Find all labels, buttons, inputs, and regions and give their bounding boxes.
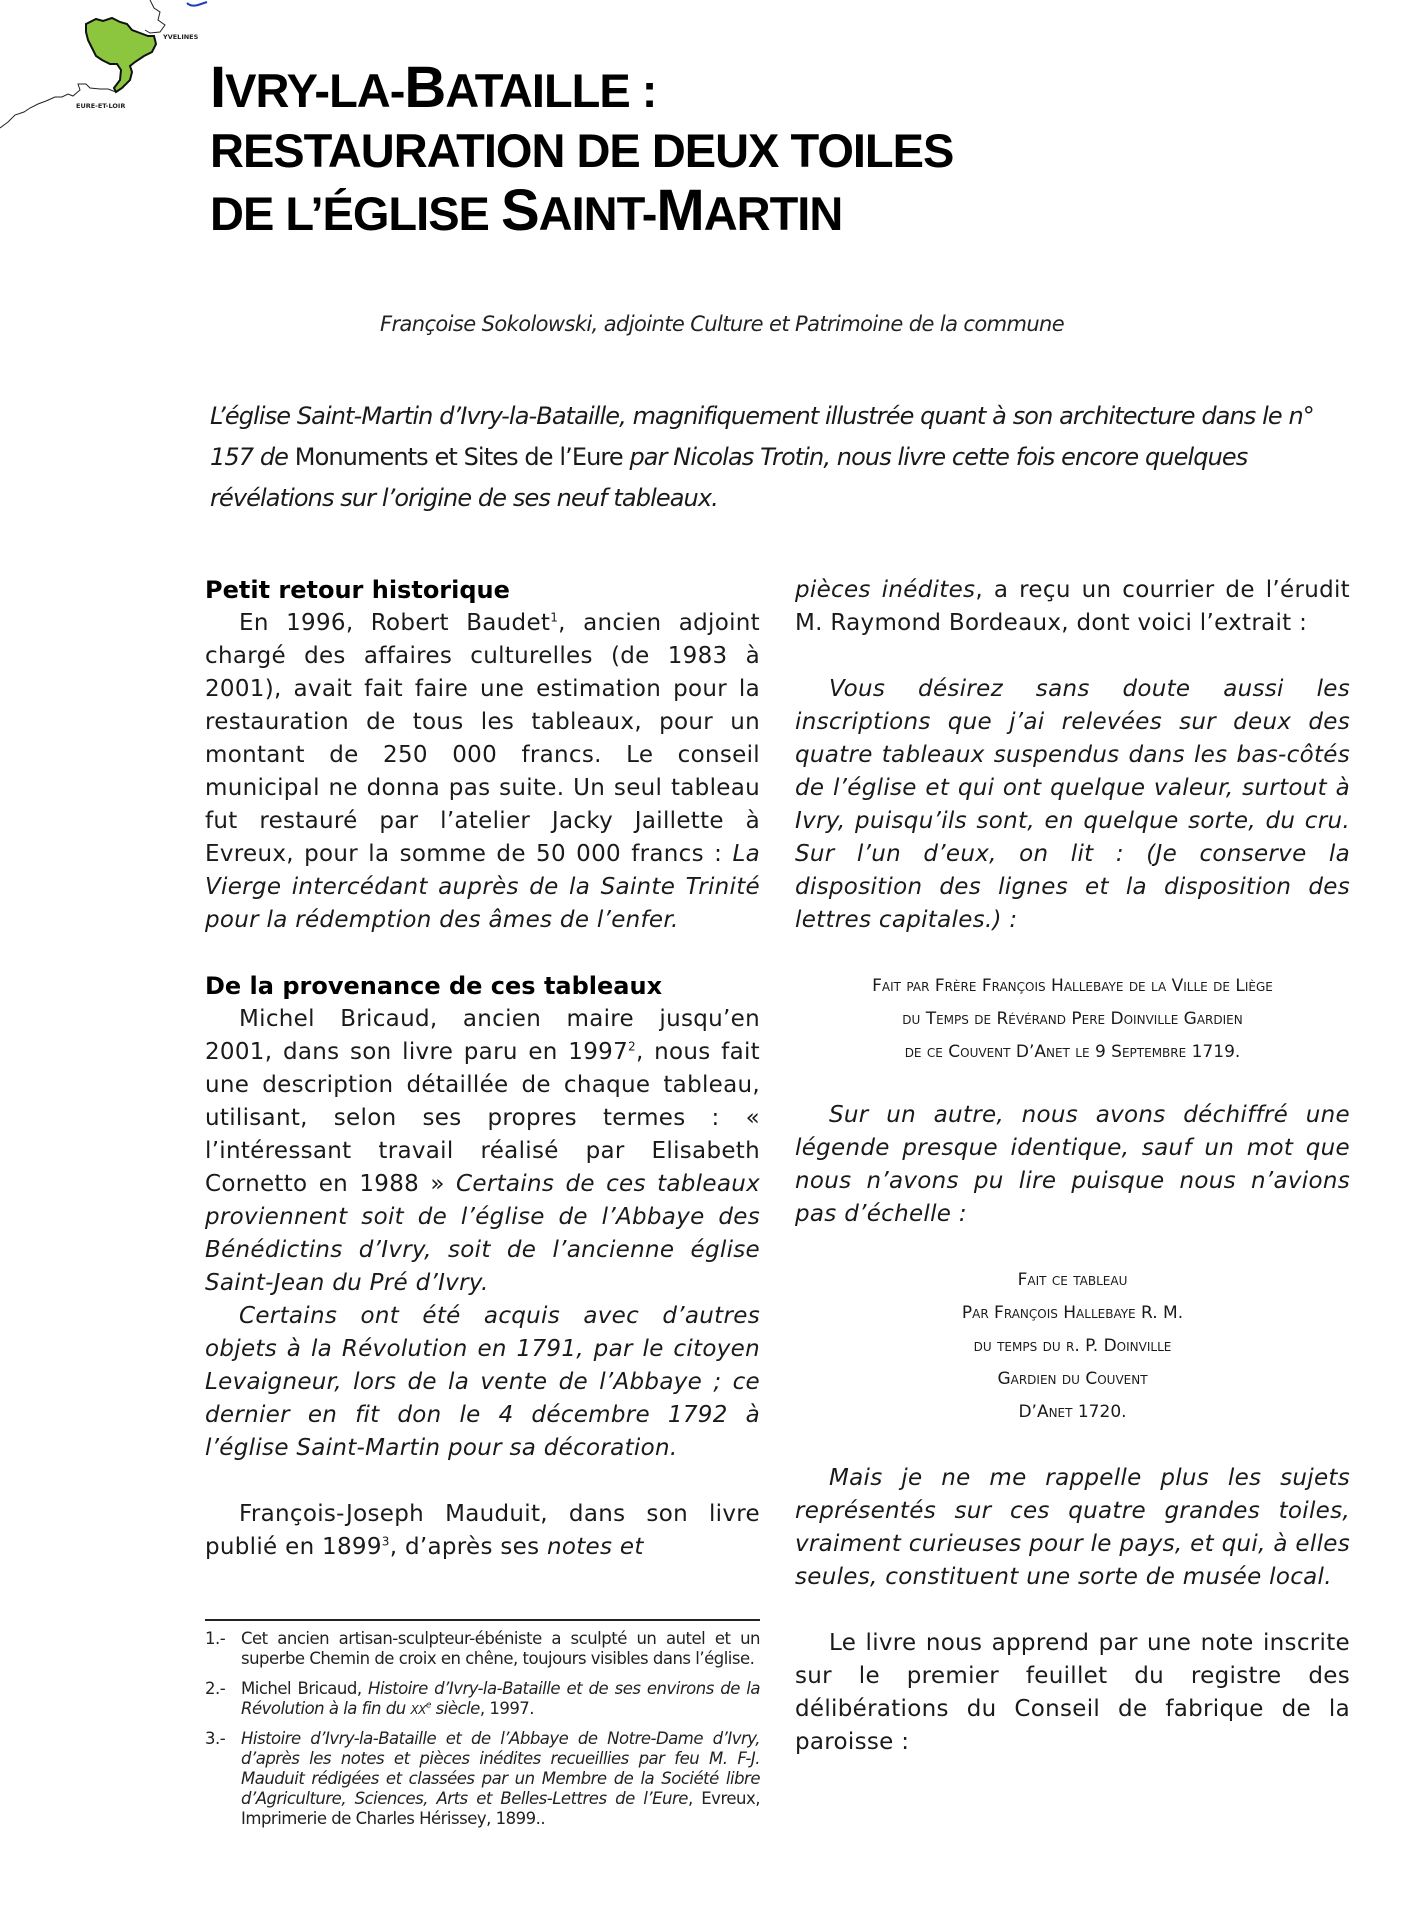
inscription-line: Fait ce tableau bbox=[1017, 1270, 1128, 1290]
journal-title: Monuments et Sites de l’Eure bbox=[294, 443, 623, 471]
spacer bbox=[205, 1465, 760, 1498]
pen-mark bbox=[186, 0, 208, 8]
inscription-line: Fait par Frère François Hallebaye de la Ville de Liège bbox=[872, 976, 1273, 996]
map-label-eure-et-loir: EURE-ET-LOIR bbox=[76, 102, 126, 110]
title-text: AINT- bbox=[538, 187, 657, 240]
title-line-1 bbox=[210, 55, 1310, 121]
text: notes et bbox=[546, 1534, 644, 1560]
title-line-2: RESTAURATION DE DEUX TOILES bbox=[210, 124, 954, 177]
inscription-line: du Temps de Révérand Pere Doinville Gardien bbox=[902, 1009, 1243, 1029]
text: Michel Bricaud, bbox=[241, 1679, 369, 1698]
locator-map bbox=[0, 0, 200, 135]
spacer bbox=[795, 1231, 1350, 1264]
footnote-2 bbox=[205, 1679, 760, 1719]
spacer bbox=[795, 1594, 1350, 1627]
painting-title: La Vierge intercédant auprès de la Sainte Trinité pour la rédemption des âmes de l’enfer. bbox=[205, 841, 760, 933]
title-initial: B bbox=[404, 55, 446, 120]
letter-quote: Sur un autre, nous avons déchiffré une légende presque identique, sauf un mot que nous n’avons pu lire puisque nous n’avions pas d’échelle : bbox=[795, 1102, 1350, 1227]
text: e bbox=[425, 1700, 431, 1711]
author-byline: Françoise Sokolowski, adjointe Culture et Patrimoine de la commune bbox=[380, 312, 1065, 336]
book-title: Histoire d’Ivry-la-Bataille et de l’Abbaye de Notre-Dame d’Ivry, d’après les notes et pièces inédites recueillies par feu M. F-J. Mauduit rédigées et classées par un Membre de la Société libre d’Agriculture, Sciences, Arts et Belles-Lettres de l’Eure bbox=[241, 1729, 760, 1808]
inscription-line: du temps du r. P. Doinville bbox=[973, 1336, 1172, 1356]
inscription-line: Gardien du Couvent bbox=[997, 1369, 1148, 1389]
text: , Evreux, Imprimerie de Charles Hérissey, 1899.. bbox=[241, 1789, 760, 1828]
text: Michel Bricaud, ancien maire jusqu’en 2001, dans son livre paru en 1997 bbox=[205, 1006, 760, 1065]
spacer bbox=[795, 1069, 1350, 1099]
quoted-text: Certains de ces tableaux proviennent soit de l’église de l’Abbaye des Bénédictins d’Ivry, soit de l’ancienne église Saint-Jean du Pré d’Ivry. bbox=[205, 1171, 760, 1296]
left-column bbox=[205, 574, 760, 1564]
footnote-text bbox=[241, 1729, 760, 1829]
text: , d’après ses bbox=[389, 1534, 547, 1560]
section-heading-provenance: De la provenance de ces tableaux bbox=[205, 972, 663, 1000]
letter-quote: Mais je ne me rappelle plus les sujets représentés sur ces quatre grandes toiles, vraiment curieuses pour le pays, et qui, à elles seules, constituent une sorte de musée local. bbox=[795, 1465, 1350, 1590]
intro-paragraph bbox=[210, 396, 1360, 519]
footnotes bbox=[205, 1619, 760, 1839]
spacer bbox=[795, 640, 1350, 673]
title-text: VRY-LA- bbox=[225, 64, 405, 117]
title-line-3 bbox=[210, 178, 1310, 244]
inscription-line: de ce Couvent D’Anet le 9 Septembre 1719. bbox=[904, 1042, 1241, 1062]
map-label-yvelines: YVELINES bbox=[163, 33, 199, 41]
footnote-ref-3[interactable]: 3 bbox=[381, 1534, 390, 1549]
paragraph bbox=[205, 607, 760, 937]
footnote-ref-2[interactable]: 2 bbox=[628, 1039, 636, 1054]
eure-region bbox=[86, 18, 156, 92]
paragraph bbox=[205, 1498, 760, 1564]
text: pièces inédites bbox=[795, 577, 976, 603]
book-title: Histoire d’Ivry-la-Bataille et de ses environs de la Révolution à la fin du bbox=[241, 1679, 761, 1718]
footnote-3 bbox=[205, 1729, 760, 1829]
footnote-number: 3.- bbox=[205, 1729, 226, 1748]
text: xx bbox=[405, 1699, 426, 1718]
spacer bbox=[205, 937, 760, 970]
intro-text: par Nicolas Trotin, nous livre cette fois encore quelques révélations sur l’origine de ses neuf tableaux. bbox=[210, 443, 1248, 512]
paragraph bbox=[205, 1003, 760, 1300]
text: , nous fait une description détaillée de chaque tableau, utilisant, selon ses propres termes : « l’intéressant travail réalisé par Elisabeth Cornetto en 1988 » bbox=[205, 1039, 760, 1197]
text: , 1997. bbox=[479, 1699, 535, 1718]
footnote-number: 2.- bbox=[205, 1679, 226, 1698]
text: , a reçu un courrier de l’érudit M. Raymond Bordeaux, dont voici l’extrait : bbox=[795, 577, 1350, 636]
page-title bbox=[210, 55, 1310, 244]
title-text: DE L’ÉGLISE bbox=[210, 187, 501, 240]
inscription-line: D’Anet 1720. bbox=[1018, 1402, 1127, 1422]
letter-quote: Vous désirez sans doute aussi les inscriptions que j’ai relevées sur deux des quatre tableaux suspendus dans les bas-côtés de l’église et qui ont quelque valeur, surtout à Ivry, puisqu’ils sont, en quelque sorte, du cru. Sur l’un d’eux, on lit : (Je conserve la disposition des lignes et la disposition des lettres capitales.) : bbox=[795, 676, 1350, 933]
footnote-text: Cet ancien artisan-sculpteur-ébéniste a sculpté un autel et un superbe Chemin de croix en chêne, toujours visibles dans l’église. bbox=[241, 1629, 760, 1668]
right-column bbox=[795, 574, 1350, 1759]
intro-text: L’église Saint-Martin d’Ivry-la-Bataille, magnifiquement illustrée quant à son architecture dans le n° 157 de bbox=[210, 402, 1314, 471]
spacer bbox=[795, 937, 1350, 970]
title-initial: S bbox=[500, 178, 539, 243]
footnote-text bbox=[241, 1679, 760, 1719]
paragraph: Le livre nous apprend par une note inscrite sur le premier feuillet du registre des délibérations du Conseil de fabrique de la paroisse : bbox=[795, 1630, 1350, 1755]
text: En 1996, Robert Baudet bbox=[239, 610, 551, 636]
footnote-ref-1[interactable]: 1 bbox=[550, 610, 559, 625]
title-initial: M bbox=[656, 178, 704, 243]
inscription-line: Par François Hallebaye R. M. bbox=[961, 1303, 1184, 1323]
inscription-1 bbox=[795, 970, 1350, 1069]
section-heading-historique: Petit retour historique bbox=[205, 576, 510, 604]
text: François-Joseph Mauduit, dans son livre publié en 1899 bbox=[205, 1501, 760, 1560]
inscription-2 bbox=[795, 1264, 1350, 1429]
spacer bbox=[795, 1429, 1350, 1462]
footnote-1 bbox=[205, 1629, 760, 1669]
paragraph: Certains ont été acquis avec d’autres objets à la Révolution en 1791, par le citoyen Levaigneur, lors de la vente de l’Abbaye ; ce dernier en fit don le 4 décembre 1792 à l’église Saint-Martin pour sa décoration. bbox=[205, 1303, 760, 1461]
text: siècle bbox=[430, 1699, 480, 1718]
footnote-number: 1.- bbox=[205, 1629, 226, 1648]
paragraph bbox=[795, 574, 1350, 640]
title-text: ARTIN bbox=[703, 187, 843, 240]
title-text: ATAILLE : bbox=[445, 64, 657, 117]
text: , ancien adjoint chargé des affaires culturelles (de 1983 à 2001), avait fait faire une estimation pour la restauration de tous les tableaux, pour un montant de 250 000 francs. Le conseil municipal ne donna pas suite. Un seul tableau fut restauré par l’atelier Jacky Jaillette à Evreux, pour la somme de 50 000 francs : bbox=[205, 610, 760, 867]
title-initial: I bbox=[210, 55, 226, 120]
